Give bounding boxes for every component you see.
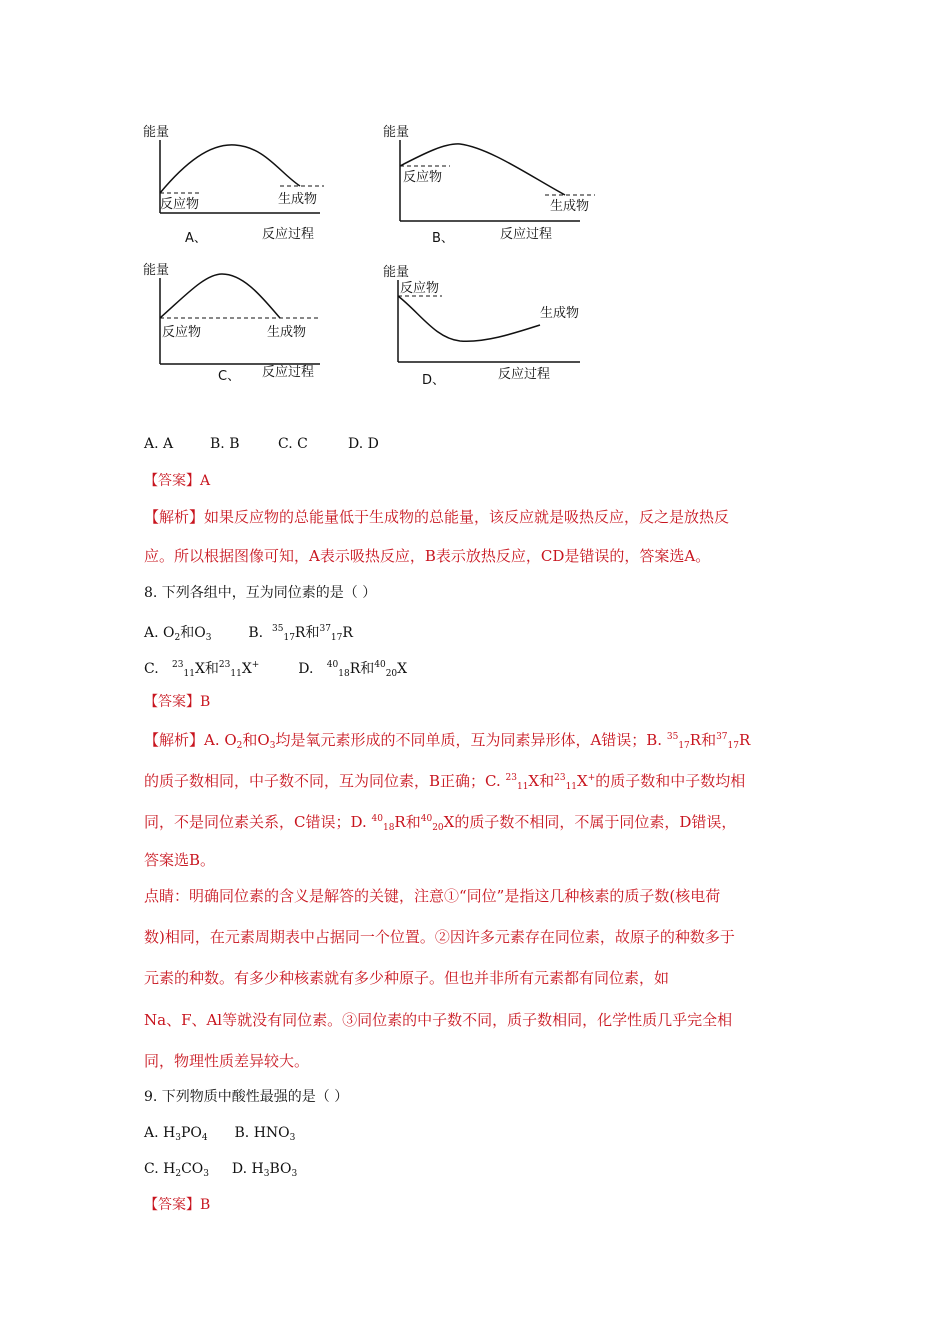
q8-options-cd: C. $^{23}_{11}$X和$^{23}_{11}$X+ D. $^{40}_{18}$R和$^{40}_{20}$X [144,660,408,679]
graph-c [140,256,350,386]
graph-a [140,118,350,248]
energy-axis-label: 能量 [143,125,170,140]
reactant-label: 反应物 [403,170,443,185]
graph-letter: A、 [185,231,207,246]
q8-analysis-line-4: 答案选B。 [144,851,216,869]
q8-options-ab: A. $O_2$和$O_3$ B. $^{35}_{17}$R和$^{37}_{17}$R [144,624,353,643]
q8-note-line-4: Na、F、Al等就没有同位素。③同位素的中子数不同，质子数相同，化学性质几乎完全相 [144,1011,733,1029]
q7-answer: 【答案】A [144,473,211,489]
q9-options-cd: C. $H_2CO_3$ D. $H_3BO_3$ [144,1161,298,1179]
q8-note-line-3: 元素的种数。有多少种核素就有多少种原子。但也并非所有元素都有同位素，如 [144,969,670,987]
q7-options [144,434,379,454]
graph-letter: B、 [432,231,454,246]
reactant-label: 反应物 [400,281,440,296]
energy-axis-label: 能量 [143,263,170,278]
product-label: 生成物 [267,325,307,340]
graph-b [380,118,610,248]
product-label: 生成物 [550,199,590,214]
product-label: 生成物 [540,306,580,321]
q8-note-line-5: 同，物理性质差异较大。 [144,1052,310,1070]
product-label: 生成物 [278,192,318,207]
option-c: C. C [278,436,308,452]
energy-axis-label: 能量 [383,265,410,280]
process-axis-label: 反应过程 [500,227,553,242]
energy-axis-label: 能量 [383,125,410,140]
q7-analysis-line-1: 【解析】如果反应物的总能量低于生成物的总能量，该反应就是吸热反应，反之是放热反 [144,508,730,526]
q8-answer: 【答案】B [144,694,211,710]
q8-analysis-line-3: 同，不是同位素关系，C错误；D. $^{40}_{18}$R和$^{40}_{20}$X的质子数不相同，不属于同位素，D错误， [144,813,737,833]
graph-letter: D、 [422,373,446,388]
q8-question: 8. 下列各组中，互为同位素的是（ ） [144,585,377,601]
q9-answer: 【答案】B [144,1197,211,1213]
q8-analysis-line-1: 【解析】A. $O_2$和$O_3$均是氧元素形成的不同单质，互为同素异形体，A错误；B. $^{35}_{17}$R和$^{37}_{17}$R [144,731,751,751]
process-axis-label: 反应过程 [262,227,315,242]
q8-analysis-line-2: 的质子数相同，中子数不同，互为同位素，B正确；C. $^{23}_{11}$X和$^{23}_{11}$X+的质子数和中子数均相 [144,772,746,792]
q9-question: 9. 下列物质中酸性最强的是（ ） [144,1089,349,1105]
graph-letter: C、 [218,369,241,384]
option-b: B. B [210,436,240,452]
graph-d [380,258,610,388]
q8-note-line-1: 点睛：明确同位素的含义是解答的关键，注意①“同位”是指这几种核素的质子数(核电荷 [144,887,721,905]
q8-note-line-2: 数)相同，在元素周期表中占据同一个位置。②因许多元素存在同位素，故原子的种数多于 [144,928,735,946]
process-axis-label: 反应过程 [262,365,315,380]
process-axis-label: 反应过程 [498,367,551,382]
option-d: D. D [348,436,379,452]
reactant-label: 反应物 [160,197,200,212]
option-a: A. A [144,436,174,452]
q7-analysis-line-2: 应。所以根据图像可知，A表示吸热反应，B表示放热反应，CD是错误的，答案选A。 [144,547,711,565]
reactant-label: 反应物 [162,325,202,340]
q9-options-ab: A. $H_3PO_4$ B. $HNO_3$ [144,1125,296,1143]
